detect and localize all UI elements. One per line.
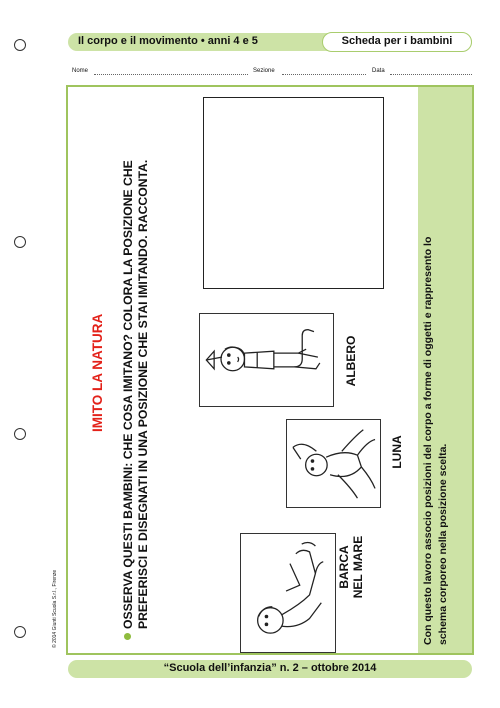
copyright: © 2014 Giunti Scuola S.r.l., Firenze [52, 569, 58, 648]
pose-illustration-moon [286, 419, 381, 508]
punch-hole-icon [14, 236, 26, 248]
pose-illustration-boat [240, 533, 336, 653]
header-sheet-label: Scheda per i bambini [322, 32, 472, 52]
punch-hole-icon [14, 428, 26, 440]
teacher-note: Con questo lavoro associo posizioni del corpo a forme di oggetti e rappresento lo schema corporeo nella posizione scelta. [422, 236, 449, 645]
punch-hole-icon [14, 626, 26, 638]
section-label: Sezione [253, 68, 275, 74]
pose-label-moon: LUNA [390, 435, 404, 469]
child-moon-pose-icon [287, 420, 380, 507]
pose-label-tree: ALBERO [344, 335, 358, 387]
header-topic: Il corpo e il movimento • anni 4 e 5 [78, 35, 258, 47]
activity-title: IMITO LA NATURA [90, 313, 105, 432]
pose-label-boat: BARCA NEL MARE [337, 535, 365, 599]
name-field[interactable] [94, 74, 248, 75]
bullet-dot-icon [124, 633, 131, 640]
child-boat-pose-icon [241, 534, 335, 652]
pose-illustration-tree [199, 313, 334, 407]
section-field[interactable] [282, 74, 366, 75]
punch-hole-icon [14, 39, 26, 51]
drawing-area[interactable] [203, 97, 384, 289]
name-label: Nome [72, 68, 89, 74]
date-label: Data [372, 68, 385, 74]
activity-instructions: OSSERVA QUESTI BAMBINI: CHE COSA IMITANO? COLORA LA POSIZIONE CHE PREFERISCI E DISEGNATI IN UNA POSIZIONE CHE STAI IMITANDO. RACCONTA. [121, 160, 150, 640]
date-field[interactable] [390, 74, 472, 75]
child-tree-pose-icon [200, 314, 333, 406]
footer-issue: “Scuola dell’infanzia” n. 2 – ottobre 2014 [163, 662, 377, 674]
